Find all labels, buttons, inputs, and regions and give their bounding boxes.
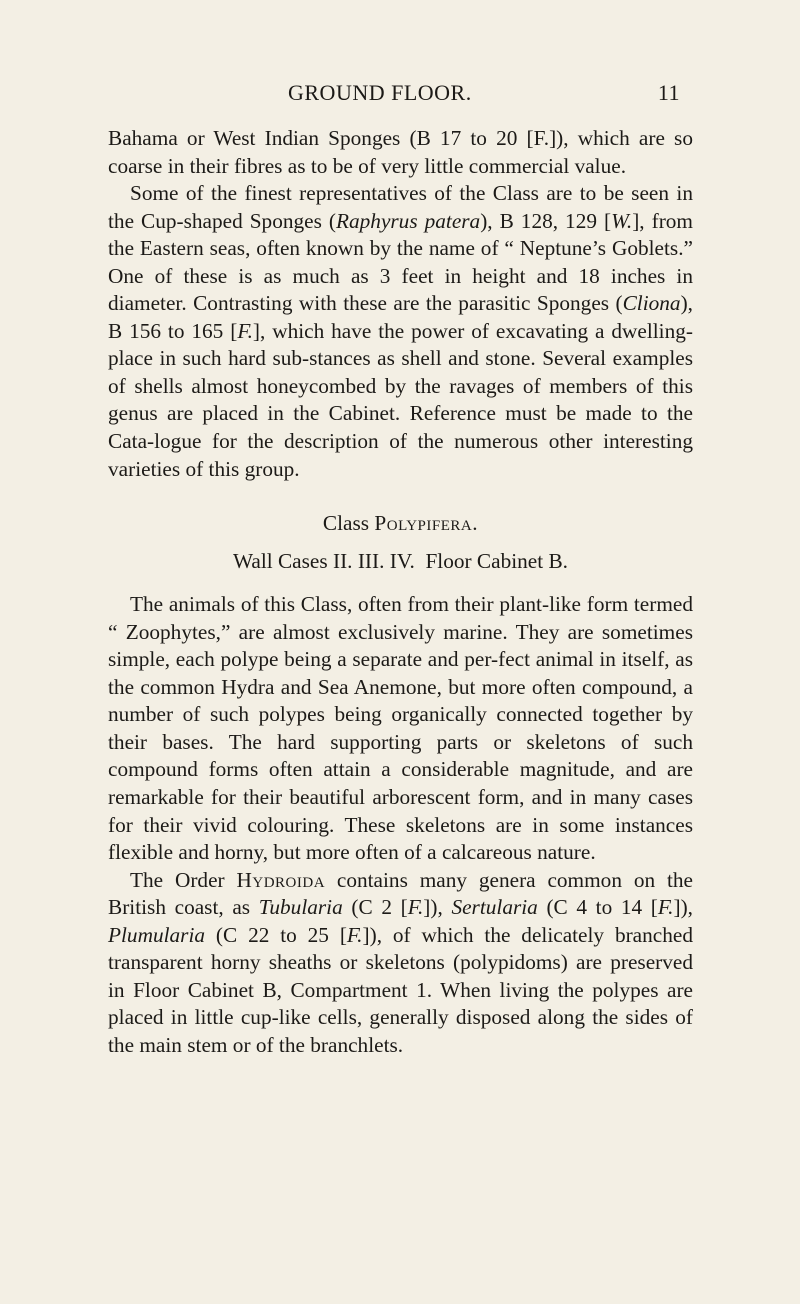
text-run: ]), [673, 895, 694, 920]
page-number: 11 [657, 80, 680, 105]
class-heading-name: Polypifera. [374, 511, 479, 536]
paragraph-bahama-sponges: Bahama or West Indian Sponges (B 17 to 20 [F.]), which are so coarse in their fibres as to be of very little commercial value. [108, 126, 693, 178]
paragraph-zoophytes: The animals of this Class, often from their plant-like form termed “ Zoophytes,” are almost exclusively marine. They are sometimes simple, each polype being a separate and per-fect animal in itself, as the common Hydra and Sea Anemone, but more often compound, a number of such polypes being organically connected together by their bases. The hard supporting parts or skeletons of such compound forms often attain a considerable magnitude, and are remarkable for their beautiful arborescent form, and in many cases for their vivid colouring. These skeletons are in some instances flexible and horny, but more often of a calcareous nature. [108, 592, 693, 865]
genus-name: Plumularia [108, 922, 206, 947]
text-run: (C 4 to 14 [ [537, 895, 658, 920]
case-letter: F. [407, 895, 424, 920]
body-text [108, 125, 693, 1060]
paragraph-hydroida [108, 867, 693, 1060]
species-name: Raphyrus patera [335, 208, 481, 233]
text-run: (C 2 [ [342, 895, 408, 920]
header-title: GROUND FLOOR. [288, 80, 472, 105]
case-letter: F. [346, 922, 363, 947]
case-letter: F. [657, 895, 674, 920]
text-run: The Order [130, 867, 237, 892]
text-run: contains many genera common on the British coast, as [108, 867, 693, 920]
text-run: ], from the Eastern seas, often known by the name of “ Neptune’s Goblets.” One of these is as much as 3 feet in height and 18 inches in diameter. Contrasting with these are the parasitic Sponges ( [108, 208, 694, 316]
text-run: ), B 128, 129 [ [480, 208, 612, 233]
text-run: ]), [423, 895, 452, 920]
class-heading [108, 510, 693, 538]
spacer [108, 575, 693, 591]
cases-line: Wall Cases II. III. IV. Floor Cabinet B. [232, 548, 569, 573]
text-run: (C 22 to 25 [ [205, 922, 347, 947]
order-name: Hydroida [236, 867, 326, 892]
genus-name: Cliona [622, 291, 681, 316]
spacer [108, 483, 693, 510]
text-run: Some of the finest representatives of the Class are to be seen in the Cup-shaped Sponges ( [108, 181, 693, 233]
text-run: ]), of which the delicately branched transparent horny sheaths or skeletons (polypidoms) are preserved in Floor Cabinet B, Compartment 1. When living the polypes are placed in little cup-like cells, generally disposed along the sides of the main stem or of the branchlets. [108, 922, 693, 1057]
case-letter: F. [237, 318, 253, 343]
text-run: ), B 156 to 165 [ [108, 291, 693, 343]
genus-name: Tubularia [258, 895, 343, 920]
text-run: ], which have the power of excavating a dwelling-place in such hard sub-stances as shell and stone. Several examples of shells almost honeycombed by the ravages of members of this genus are placed in the Cabinet. Reference must be made to the Cata-logue for the description of the numerous other interesting varieties of this group. [108, 318, 693, 481]
spacer [108, 538, 693, 548]
paragraph-cup-sponges [108, 180, 693, 483]
case-letter: W. [611, 208, 633, 233]
genus-name: Sertularia [451, 895, 538, 920]
class-heading-prefix: Class [322, 511, 375, 536]
